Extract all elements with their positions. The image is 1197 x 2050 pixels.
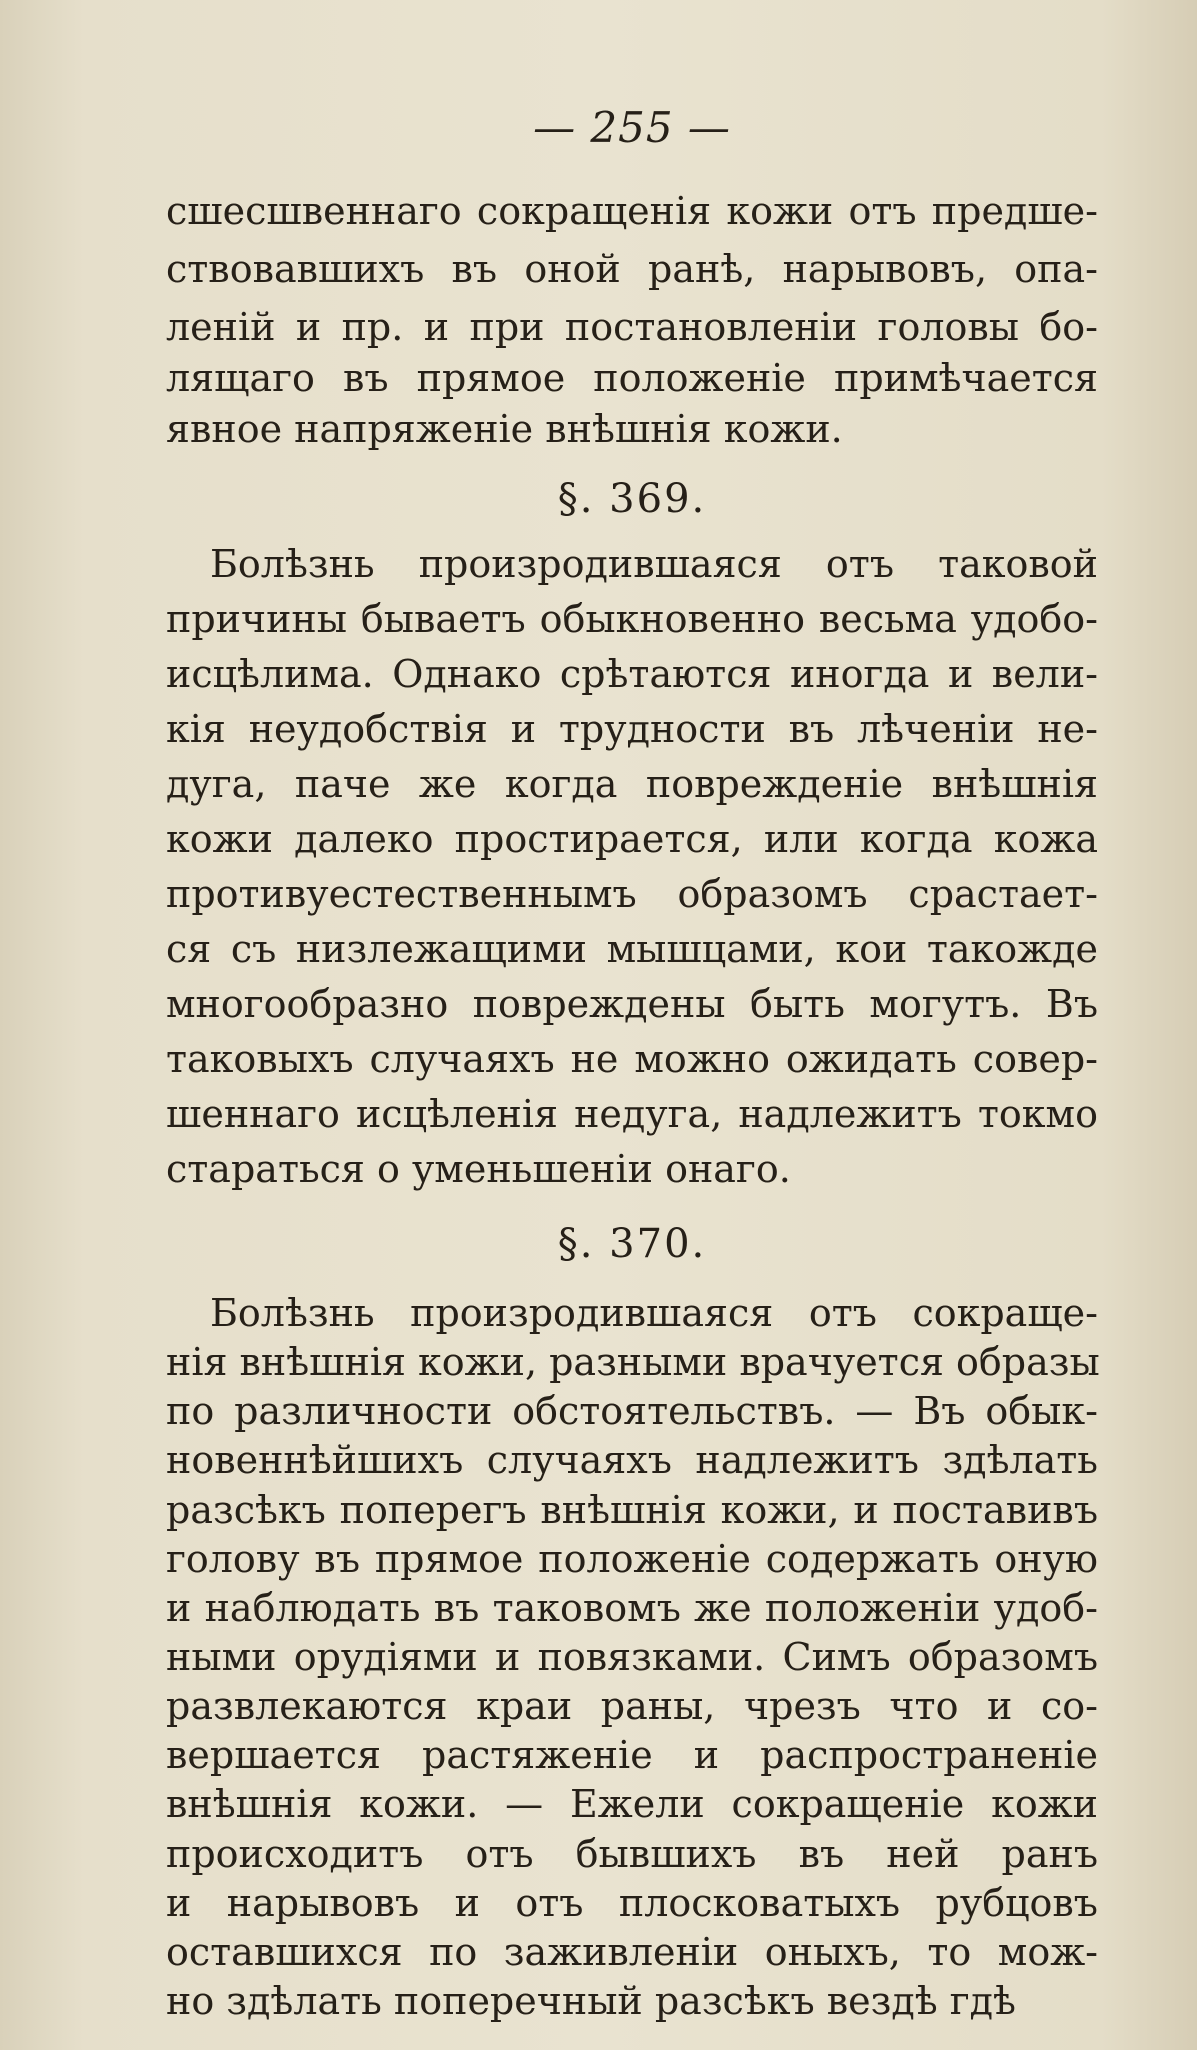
- text-line: многообразно повреждены быть могутъ. Въ: [166, 982, 1098, 1026]
- text-line: Болѣзнь произродившаяся отъ таковой: [210, 542, 1098, 586]
- text-line: ся съ низлежащими мышцами, кои такожде: [166, 927, 1098, 971]
- text-line: причины бываетъ обыкновенно весьма удобо-: [166, 597, 1098, 641]
- text-line: леній и пр. и при постановленіи головы бо-: [166, 305, 1098, 349]
- text-line: и наблюдать въ таковомъ же положеніи удоб-: [166, 1586, 1098, 1630]
- text-line: стараться о уменьшеніи онаго.: [166, 1147, 791, 1191]
- text-line: кія неудобствія и трудности въ лѣченіи не-: [166, 707, 1098, 751]
- text-line: развлекаются краи раны, чрезъ что и со-: [166, 1684, 1098, 1728]
- text-line: новеннѣйшихъ случаяхъ надлежитъ здѣлать: [166, 1438, 1098, 1482]
- text-line: лящаго въ прямое положеніе примѣчается: [166, 356, 1098, 400]
- text-line: кожи далеко простирается, или когда кожа: [166, 817, 1098, 861]
- text-line: разсѣкъ поперегъ внѣшнія кожи, и поставивъ: [166, 1488, 1098, 1532]
- text-line: таковыхъ случаяхъ не можно ожидать совер-: [166, 1037, 1098, 1081]
- text-line: голову въ прямое положеніе содержать оную: [166, 1537, 1098, 1581]
- text-line: явное напряженіе внѣшнія кожи.: [166, 407, 843, 451]
- text-line: ными орудіями и повязками. Симъ образомъ: [166, 1635, 1098, 1679]
- text-line: внѣшнія кожи. — Ежели сокращеніе кожи: [166, 1782, 1098, 1826]
- section-heading-369: §. 369.: [557, 476, 707, 522]
- text-line: и нарывовъ и отъ плосковатыхъ рубцовъ: [166, 1881, 1098, 1925]
- text-line: нія внѣшнія кожи, разными врачуется образы: [166, 1340, 1100, 1384]
- page-number: — 255 —: [533, 103, 731, 152]
- text-line: происходитъ отъ бывшихъ въ ней ранъ: [166, 1832, 1098, 1876]
- text-line: шеннаго исцѣленія недуга, надлежитъ токмо: [166, 1092, 1098, 1136]
- text-line: по различности обстоятельствъ. — Въ обык-: [166, 1389, 1098, 1433]
- text-line: противуестественнымъ образомъ срастает-: [166, 872, 1098, 916]
- text-line: оставшихся по заживленіи оныхъ, то мож-: [166, 1930, 1098, 1974]
- text-line: вершается растяженіе и распространеніе: [166, 1733, 1098, 1777]
- text-line: ствовавшихъ въ оной ранѣ, нарывовъ, опа-: [166, 247, 1098, 291]
- text-line: но здѣлать поперечный разсѣкъ вездѣ гдѣ: [166, 1979, 1016, 2023]
- text-line: Болѣзнь произродившаяся отъ сокраще-: [210, 1291, 1098, 1335]
- text-line: дуга, паче же когда поврежденіе внѣшнія: [166, 762, 1098, 806]
- section-heading-370: §. 370.: [557, 1221, 707, 1267]
- text-line: исцѣлима. Однако срѣтаются иногда и вели-: [166, 652, 1098, 696]
- text-line: сшесшвеннаго сокращенія кожи отъ предше-: [166, 189, 1098, 233]
